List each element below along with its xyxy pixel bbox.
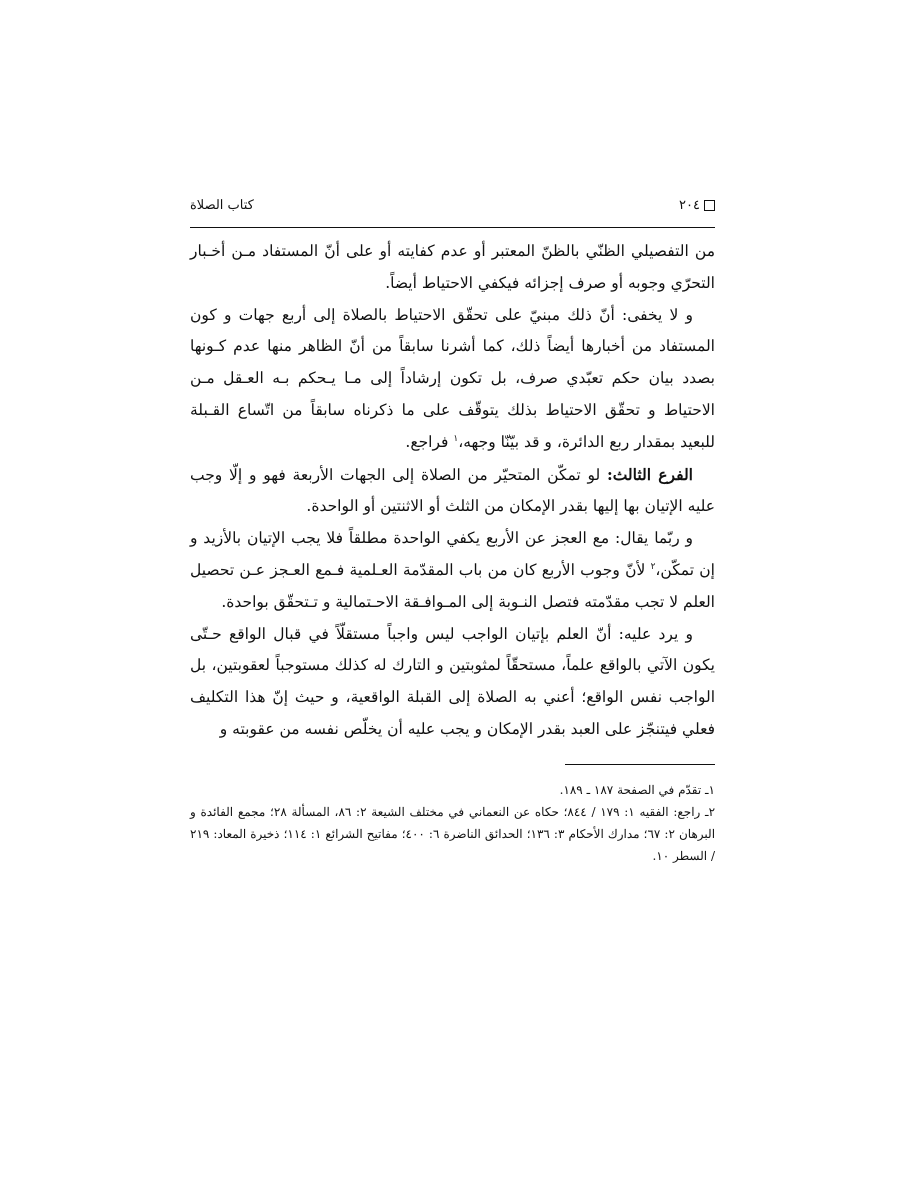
footnotes — [190, 779, 715, 867]
header-divider — [190, 227, 715, 228]
paragraph-2-text: و لا يخفى: أنّ ذلك مبنيّ على تحقّق الاحتياط بالصلاة إلى أربع جهات و كون المستفاد من أخبارها أيضاً ذلك، كما أشرنا سابقاً من أنّ الظاهر منها عدم كـونها بصدد بيان حكم تعبّدي صرف، بل تكون إرشاداً إلى مـا يـحكم بـه العـقل مـن الاحتياط و تحقّق الاحتياط بذلك يتوقّف على ما ذكرناه سابقاً من اتّساع القـبلة للبعيد بمقدار ربع الدائرة، و قد بيّنّا وجهه، — [190, 305, 715, 451]
paragraph-3-text: لو تمكّن المتحيّر من الصلاة إلى الجهات الأربعة فهو و إلّا وجب عليه الإتيان بها إليها بقدر الإمكان من الثلث أو الاثنتين أو الواحدة. — [190, 465, 715, 516]
running-title: كتاب الصلاة — [190, 197, 254, 213]
paragraph-5: و يرد عليه: أنّ العلم بإتيان الواجب ليس واجباً مستقلّاً في قبال الواقع حـتّى يكون الآتي بالواقع علماً، مستحقّاً لمثوبتين و التارك له كذلك مستوجباً لعقوبتين، بل الواجب نفس الواقع؛ أعني به الصلاة إلى القبلة الواقعية، و حيث إنّ هذا التكليف فعلي فيتنجّز على العبد بقدر الإمكان و يجب عليه أن يخلّص نفسه من عقوبته و — [190, 624, 715, 738]
paragraph-4 — [190, 523, 715, 618]
footnote-ref-1[interactable]: ١ — [453, 433, 459, 444]
footnote-2: ٢ـ راجع: الفقيه ١: ١٧٩ / ٨٤٤؛ حكاه عن النعماني في مختلف الشيعة ٢: ٨٦، المسألة ٢٨؛ مجمع الفائدة و البرهان ٢: ٦٧؛ مدارك الأحكام ٣: ١٣٦؛ الحدائق الناضرة ٦: ٤٠٠؛ مفاتيح الشرائع ١: ١١٤؛ ذخيرة المعاد: ٢١٩ / السطر ١٠. — [190, 804, 716, 863]
page-number-block — [679, 198, 715, 213]
footnote-1: ١ـ تقدّم في الصفحة ١٨٧ ـ ١٨٩. — [559, 782, 715, 797]
page-number: ٢٠٤ — [679, 197, 700, 213]
footnote-divider — [565, 764, 715, 765]
paragraph-4-text: و ربّما يقال: مع العجز عن الأربع يكفي الواحدة مطلقاً فلا يجب الإتيان بالأزيد و إن تمكّن، — [190, 529, 715, 579]
book-page — [190, 195, 715, 867]
page-header — [190, 195, 715, 215]
paragraph-1: من التفصيلي الظنّي بالظنّ المعتبر أو عدم كفايته أو على أنّ المستفاد مـن أخـبار التحرّي وجوبه أو صرف إجزائه فيكفي الاحتياط أيضاً. — [190, 242, 715, 292]
paragraph-2 — [190, 300, 715, 459]
main-text — [190, 236, 715, 746]
paragraph-2-tail: فراجع. — [405, 432, 454, 451]
footnote-ref-2[interactable]: ٢ — [650, 561, 656, 572]
paragraph-4-tail: لأنّ وجوب الأربع كان من باب المقدّمة العـلمية فـمع العـجز عـن تحصيل العلم لا تجب مقدّمته فتصل النـوبة إلى المـوافـقة الاحـتمالية و تـتحقّق بواحدة. — [190, 560, 715, 611]
square-ornament-icon — [704, 200, 715, 211]
section-heading: الفرع الثالث: — [606, 464, 693, 484]
paragraph-3 — [190, 459, 715, 524]
